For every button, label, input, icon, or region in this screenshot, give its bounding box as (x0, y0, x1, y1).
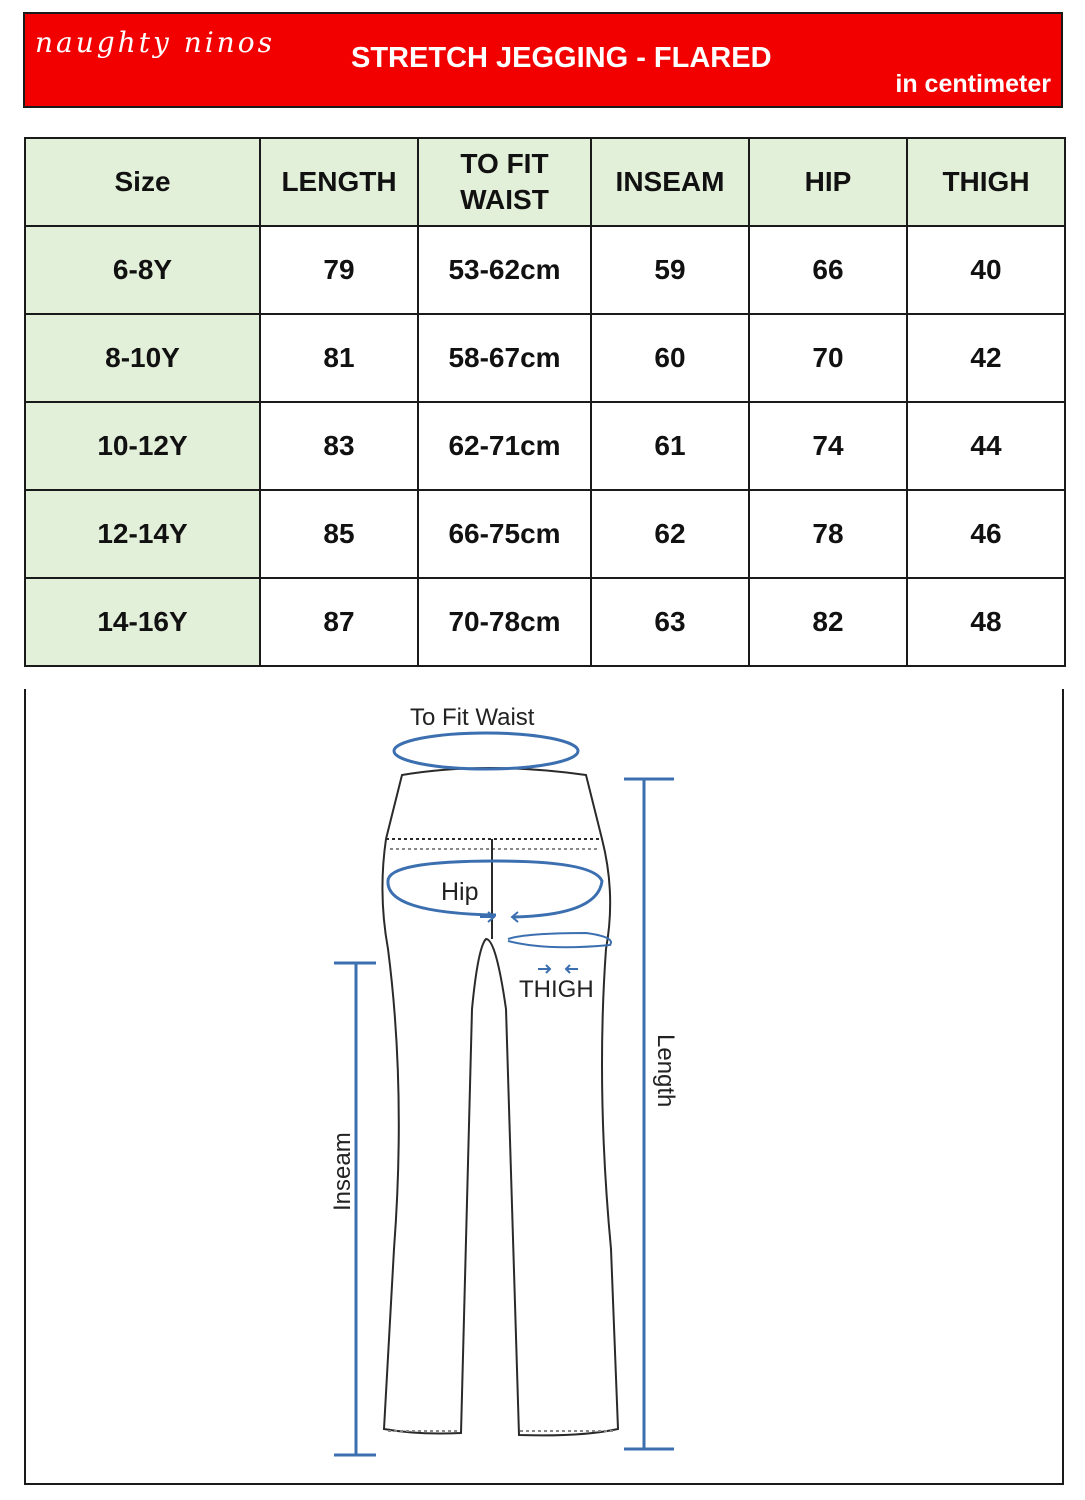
measurement-cell: 81 (260, 314, 418, 402)
inseam-label: Inseam (329, 1132, 356, 1211)
measurement-cell: 58-67cm (418, 314, 591, 402)
length-label: Length (652, 1034, 679, 1108)
measurement-cell: 83 (260, 402, 418, 490)
length-bar-icon (624, 779, 674, 1449)
measurement-cell: 48 (907, 578, 1065, 666)
measurement-cell: 70-78cm (418, 578, 591, 666)
column-header (907, 138, 1065, 226)
column-header (591, 138, 749, 226)
measurement-cell: 74 (749, 402, 907, 490)
column-header (260, 138, 418, 226)
measurement-cell: 46 (907, 490, 1065, 578)
header-banner (23, 12, 1063, 108)
measurement-cell: 62 (591, 490, 749, 578)
brand-logo: naughty ninos (35, 26, 275, 59)
diagram-panel (24, 689, 1064, 1485)
column-header (749, 138, 907, 226)
measurement-cell: 66-75cm (418, 490, 591, 578)
measurement-cell: 82 (749, 578, 907, 666)
column-header-text: WAIST (460, 184, 549, 215)
measurement-cell: 40 (907, 226, 1065, 314)
table-body (25, 226, 1065, 666)
measurement-cell: 61 (591, 402, 749, 490)
measurement-cell: 44 (907, 402, 1065, 490)
column-header (25, 138, 260, 226)
size-cell: 8-10Y (25, 314, 260, 402)
size-cell: 14-16Y (25, 578, 260, 666)
waist-label: To Fit Waist (410, 704, 535, 731)
thigh-loop-icon (508, 933, 611, 947)
measurement-cell: 53-62cm (418, 226, 591, 314)
column-header-text: TO FIT (460, 148, 549, 179)
column-header-text: THIGH (942, 166, 1030, 197)
measurement-cell: 66 (749, 226, 907, 314)
measurement-cell: 63 (591, 578, 749, 666)
column-header-text: LENGTH (281, 166, 397, 197)
measurement-cell: 70 (749, 314, 907, 402)
hip-loop-icon (388, 861, 602, 917)
waist-loop-icon (394, 733, 578, 769)
column-header (418, 138, 591, 226)
measurement-cell: 87 (260, 578, 418, 666)
table-row (25, 314, 1065, 402)
size-chart-table (24, 137, 1066, 667)
size-cell: 6-8Y (25, 226, 260, 314)
table-row (25, 402, 1065, 490)
table-row (25, 226, 1065, 314)
measurement-cell: 79 (260, 226, 418, 314)
column-header-text: INSEAM (615, 166, 725, 197)
table-row (25, 490, 1065, 578)
size-cell: 10-12Y (25, 402, 260, 490)
table-header-row (25, 138, 1065, 226)
measurement-cell: 85 (260, 490, 418, 578)
measurement-cell: 62-71cm (418, 402, 591, 490)
measurement-cell: 42 (907, 314, 1065, 402)
thigh-arrow-icon (538, 965, 550, 973)
column-header-text: Size (114, 166, 171, 197)
table-row (25, 578, 1065, 666)
hip-label: Hip (441, 878, 479, 906)
product-title: STRETCH JEGGING - FLARED (351, 42, 772, 74)
size-cell: 12-14Y (25, 490, 260, 578)
column-header-text: HIP (804, 166, 852, 197)
measurement-cell: 78 (749, 490, 907, 578)
measurement-cell: 60 (591, 314, 749, 402)
unit-note: in centimeter (895, 70, 1051, 98)
measurement-cell: 59 (591, 226, 749, 314)
thigh-label: THIGH (519, 976, 594, 1003)
pants-measurement-diagram (26, 689, 1062, 1483)
